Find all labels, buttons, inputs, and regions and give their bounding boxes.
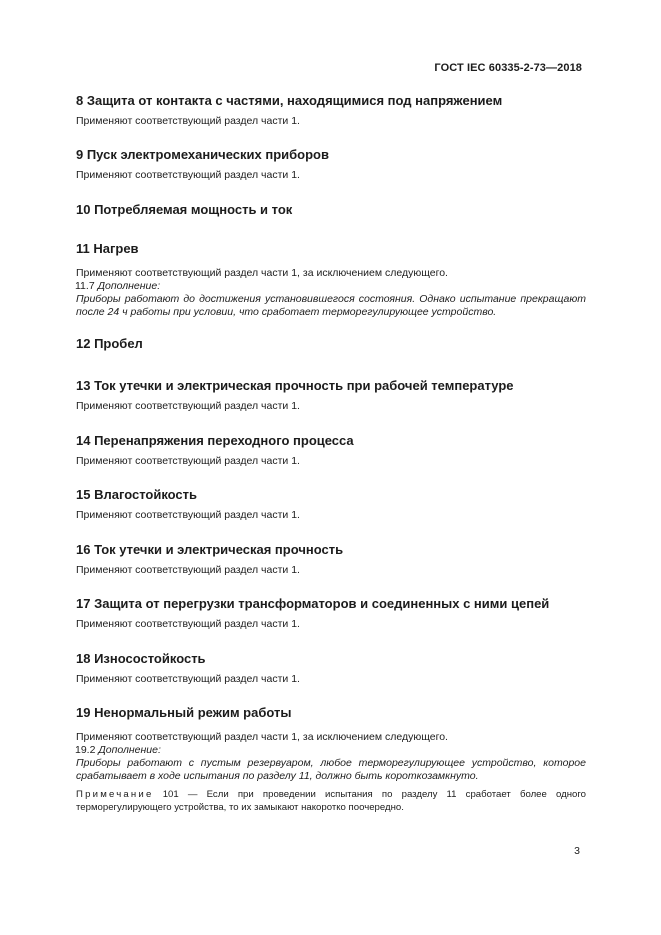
note <box>76 789 586 814</box>
note-text: 101 — Если при проведении испытания по разделу 11 сработает более одного терморегулирующего устройства, то их замыкают накоротко поочередно. <box>76 789 586 813</box>
section-title: 17 Защита от перегрузки трансформаторов и соединенных с ними цепей <box>76 596 550 611</box>
section-12 <box>76 336 586 352</box>
section-title: 8 Защита от контакта с частями, находящимися под напряжением <box>76 93 503 108</box>
section-title: 9 Пуск электромеханических приборов <box>76 147 329 162</box>
section-19 <box>76 705 586 783</box>
note-label: Примечание <box>76 789 154 800</box>
section-text: Применяют соответствующий раздел части 1. <box>76 400 300 412</box>
subclause-number: 19.2 <box>75 744 96 756</box>
section-text: Применяют соответствующий раздел части 1. <box>76 115 300 127</box>
section-9 <box>76 147 586 182</box>
subclause-line <box>76 744 586 757</box>
section-text: Применяют соответствующий раздел части 1, за исключением следующего. <box>76 267 448 279</box>
subclause-text: Приборы работают до достижения установившегося состояния. Однако испытание прекращают после 24 ч работы при условии, что сработает терморегулирующее устройство. <box>76 293 586 318</box>
section-10 <box>76 202 586 218</box>
section-14 <box>76 433 586 468</box>
section-text: Применяют соответствующий раздел части 1. <box>76 509 300 521</box>
section-title: 15 Влагостойкость <box>76 487 198 502</box>
subclause-number: 11.7 <box>75 280 95 292</box>
subclause-text: Приборы работают с пустым резервуаром, любое терморегулирующее устройство, которое срабатывает в ходе испытания по разделу 11, должно быть короткозамкнуто. <box>76 757 586 782</box>
section-title: 13 Ток утечки и электрическая прочность при рабочей температуре <box>76 378 514 393</box>
section-8 <box>76 93 586 128</box>
section-title: 11 Нагрев <box>76 241 139 256</box>
section-text: Применяют соответствующий раздел части 1. <box>76 618 300 630</box>
subclause-label: Дополнение: <box>97 280 161 292</box>
document-header: ГОСТ IEC 60335-2-73—2018 <box>434 62 582 74</box>
section-text: Применяют соответствующий раздел части 1. <box>76 673 300 685</box>
section-text: Применяют соответствующий раздел части 1. <box>76 564 300 576</box>
section-11 <box>76 241 586 319</box>
section-13 <box>76 378 586 413</box>
section-18 <box>76 651 586 686</box>
section-17 <box>76 596 586 631</box>
section-text: Применяют соответствующий раздел части 1, за исключением следующего. <box>76 731 448 743</box>
section-title: 14 Перенапряжения переходного процесса <box>76 433 354 448</box>
page-number: 3 <box>574 845 580 857</box>
section-title: 18 Износостойкость <box>76 651 206 666</box>
section-title: 10 Потребляемая мощность и ток <box>76 202 293 217</box>
section-title: 16 Ток утечки и электрическая прочность <box>76 542 344 557</box>
subclause-label: Дополнение: <box>98 744 161 756</box>
section-16 <box>76 542 586 577</box>
section-text: Применяют соответствующий раздел части 1. <box>76 169 300 181</box>
section-text: Применяют соответствующий раздел части 1. <box>76 455 300 467</box>
subclause-line <box>76 280 586 293</box>
section-title: 19 Ненормальный режим работы <box>76 705 292 720</box>
section-15 <box>76 487 586 522</box>
section-title: 12 Пробел <box>76 336 143 351</box>
